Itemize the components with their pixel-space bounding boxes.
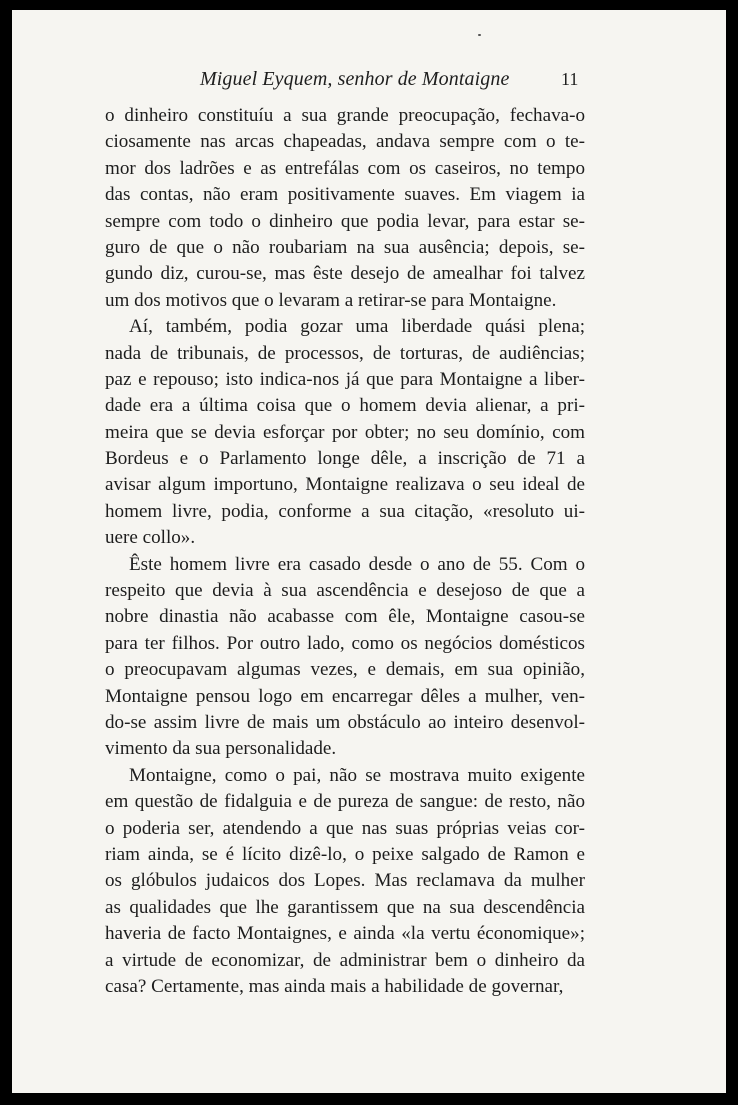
text-line: Bordeus e o Parlamento longe dêle, a inscrição de 71 a [105, 448, 585, 470]
text-line: mor dos ladrões e as entrefálas com os caseiros, no tempo [105, 157, 585, 179]
text-line: guro de que o não roubariam na sua ausência; depois, se- [105, 236, 585, 258]
text-line: casa? Certamente, mas ainda mais a habilidade de governar, [105, 975, 564, 997]
paragraph [105, 314, 585, 552]
text-line: o poderia ser, atendendo a que nas suas próprias veias cor- [105, 817, 585, 839]
text-line: a virtude de economizar, de administrar bem o dinheiro da [105, 949, 585, 971]
page-header [12, 68, 726, 98]
ink-speck [478, 34, 481, 36]
paragraph [105, 103, 585, 314]
text-line: sempre com todo o dinheiro que podia levar, para estar se- [105, 210, 585, 232]
text-line: meira que se devia esforçar por obter; no seu domínio, com [105, 421, 585, 443]
text-line: Êste homem livre era casado desde o ano de 55. Com o [129, 553, 585, 575]
text-line: nada de tribunais, de processos, de torturas, de audiências; [105, 342, 585, 364]
text-line: nobre dinastia não acabasse com êle, Montaigne casou-se [105, 606, 585, 628]
running-title: Miguel Eyquem, senhor de Montaigne [200, 68, 510, 90]
text-line: uere collo». [105, 527, 196, 549]
page-number: 11 [561, 69, 579, 89]
text-line: as qualidades que lhe garantissem que na sua descendência [105, 896, 585, 918]
text-line: gundo diz, curou-se, mas êste desejo de amealhar foi talvez [105, 263, 585, 285]
text-line: o preocupavam algumas vezes, e demais, em sua opinião, [105, 659, 585, 681]
text-line: Montaigne pensou logo em encarregar dêles a mulher, ven- [105, 685, 585, 707]
text-line: dade era a última coisa que o homem devia alienar, a pri- [105, 395, 585, 417]
text-line: do-se assim livre de mais um obstáculo ao inteiro desenvol- [105, 711, 585, 733]
text-line: homem livre, podia, conforme a sua citação, «resoluto ui- [105, 500, 585, 522]
text-line: ciosamente nas arcas chapeadas, andava sempre com o te- [105, 131, 585, 153]
book-page [12, 10, 726, 1093]
text-line: respeito que devia à sua ascendência e desejoso de que a [105, 580, 585, 602]
text-line: Montaigne, como o pai, não se mostrava muito exigente [129, 764, 585, 786]
text-line: avisar algum importuno, Montaigne realizava o seu ideal de [105, 474, 585, 496]
text-line: um dos motivos que o levaram a retirar-se para Montaigne. [105, 289, 557, 311]
text-line: riam ainda, se é lícito dizê-lo, o peixe salgado de Ramon e [105, 843, 585, 865]
text-line: para ter filhos. Por outro lado, como os negócios domésticos [105, 632, 585, 654]
text-line: Aí, também, podia gozar uma liberdade quási plena; [129, 316, 585, 338]
body-text [105, 103, 585, 1000]
paragraph [105, 763, 585, 1001]
paragraph [105, 552, 585, 763]
text-line: haveria de facto Montaignes, e ainda «la vertu économique»; [105, 923, 585, 945]
text-line: o dinheiro constituíu a sua grande preocupação, fechava-o [105, 105, 585, 126]
text-line: vimento da sua personalidade. [105, 738, 337, 760]
text-line: das contas, não eram positivamente suaves. Em viagem ia [105, 184, 585, 206]
text-line: paz e repouso; isto indica-nos já que para Montaigne a liber- [105, 368, 585, 390]
text-line: os glóbulos judaicos dos Lopes. Mas reclamava da mulher [105, 870, 585, 892]
text-line: em questão de fidalguia e de pureza de sangue: de resto, não [105, 791, 585, 813]
